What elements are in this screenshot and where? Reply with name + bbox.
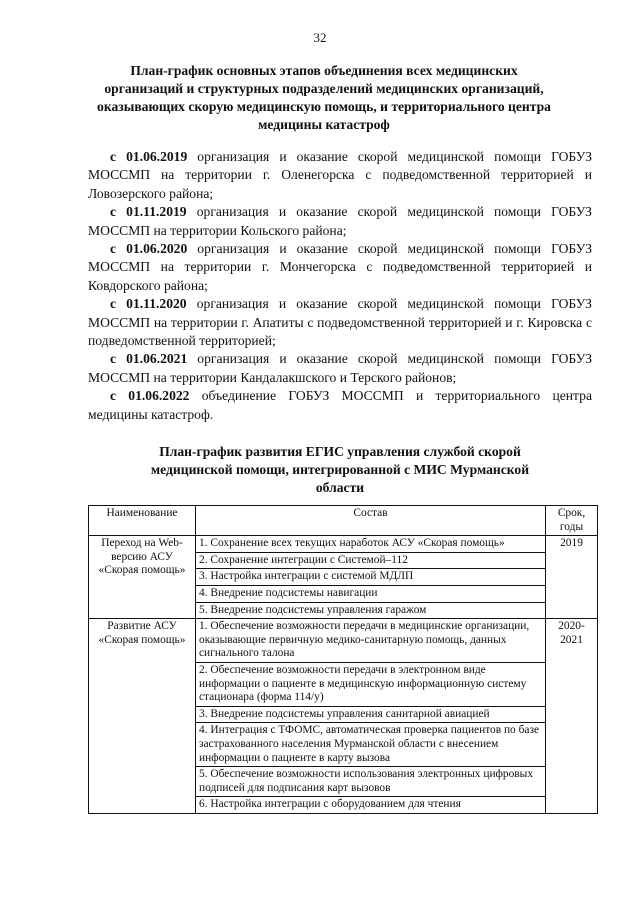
group-period: 2020-2021: [546, 619, 598, 814]
schedule-item: [88, 350, 592, 387]
group-name: Развитие АСУ «Скорая помощь»: [89, 619, 196, 814]
task-item: 2. Обеспечение возможности передачи в электронном виде информации о пациенте в медицинскую информационную систему стационара (форма 114/у): [196, 662, 546, 706]
schedule-text: организация и оказание скорой медицинской помощи ГОБУЗ МОССМП на территории г. Мончегорска с подведомственной территорией и Ковдорского района;: [88, 241, 593, 293]
task-item: 3. Настройка интеграции с системой МДЛП: [196, 569, 546, 586]
task-item: 6. Настройка интеграции с оборудованием для чтения: [196, 797, 546, 814]
task-item: 4. Внедрение подсистемы навигации: [196, 585, 546, 602]
group-name: Переход на Web-версию АСУ «Скорая помощь»: [89, 536, 196, 619]
task-item: 3. Внедрение подсистемы управления санитарной авиацией: [196, 706, 546, 723]
schedule-item: [88, 387, 592, 424]
egis-plan-table: [88, 505, 598, 814]
schedule-item: [88, 240, 592, 295]
task-item: 4. Интеграция с ТФОМС, автоматическая проверка пациентов по базе застрахованного населения Мурманской области с внесением информации о пациенте в карту вызова: [196, 723, 546, 767]
task-item: 5. Обеспечение возможности использования электронных цифровых подписей для подписания карт вызовов: [196, 767, 546, 797]
schedule-text: объединение ГОБУЗ МОССМП и территориального центра медицины катастроф.: [88, 388, 592, 422]
page-number: 32: [313, 30, 327, 45]
task-item: 1. Обеспечение возможности передачи в медицинские организации, оказывающие первичную медико-санитарную помощь, данных сигнального талона: [196, 619, 546, 663]
column-header-content: Состав: [196, 506, 546, 536]
column-header-name: Наименование: [89, 506, 196, 536]
group-period: 2019: [546, 536, 598, 619]
table-row: [89, 536, 598, 553]
task-item: 2. Сохранение интеграции с Системой–112: [196, 552, 546, 569]
table-header-row: [89, 506, 598, 536]
schedule-text: организация и оказание скорой медицинской помощи ГОБУЗ МОССМП на территории Кольского района;: [88, 204, 592, 238]
task-item: 1. Сохранение всех текущих наработок АСУ «Скорая помощь»: [196, 536, 546, 553]
merger-schedule: [88, 148, 592, 424]
task-item: 5. Внедрение подсистемы управления гаражом: [196, 602, 546, 619]
column-header-period: Срок, годы: [546, 506, 598, 536]
merger-plan-heading: План-график основных этапов объединения всех медицинских организаций и структурных подразделений медицинских организаций, оказывающих скорую медицинскую помощь, и территориального центра медицины катастроф: [97, 63, 551, 132]
schedule-date: с 01.11.2019: [110, 204, 187, 220]
schedule-date: с 01.11.2020: [110, 296, 187, 312]
schedule-date: с 01.06.2019: [110, 149, 188, 164]
schedule-date: с 01.06.2022: [110, 388, 190, 404]
schedule-date: с 01.06.2020: [110, 241, 188, 257]
schedule-item: [88, 203, 592, 240]
schedule-item: [88, 148, 592, 203]
schedule-item: [88, 295, 592, 350]
schedule-text: организация и оказание скорой медицинской помощи ГОБУЗ МОССМП на территории г. Оленегорска с подведомственной территорией и Ловозерского района;: [88, 149, 593, 201]
schedule-date: с 01.06.2021: [110, 351, 188, 367]
schedule-text: организация и оказание скорой медицинской помощи ГОБУЗ МОССМП на территории Кандалакшского и Терского районов;: [88, 351, 593, 385]
table-row: [89, 619, 598, 663]
schedule-text: организация и оказание скорой медицинской помощи ГОБУЗ МОССМП на территории г. Апатиты с подведомственной территорией и г. Кировска с подведомственной территорией;: [88, 296, 592, 349]
egis-plan-heading: План-график развития ЕГИС управления службой скорой медицинской помощи, интегрированной с МИС Мурманской области: [150, 444, 530, 495]
